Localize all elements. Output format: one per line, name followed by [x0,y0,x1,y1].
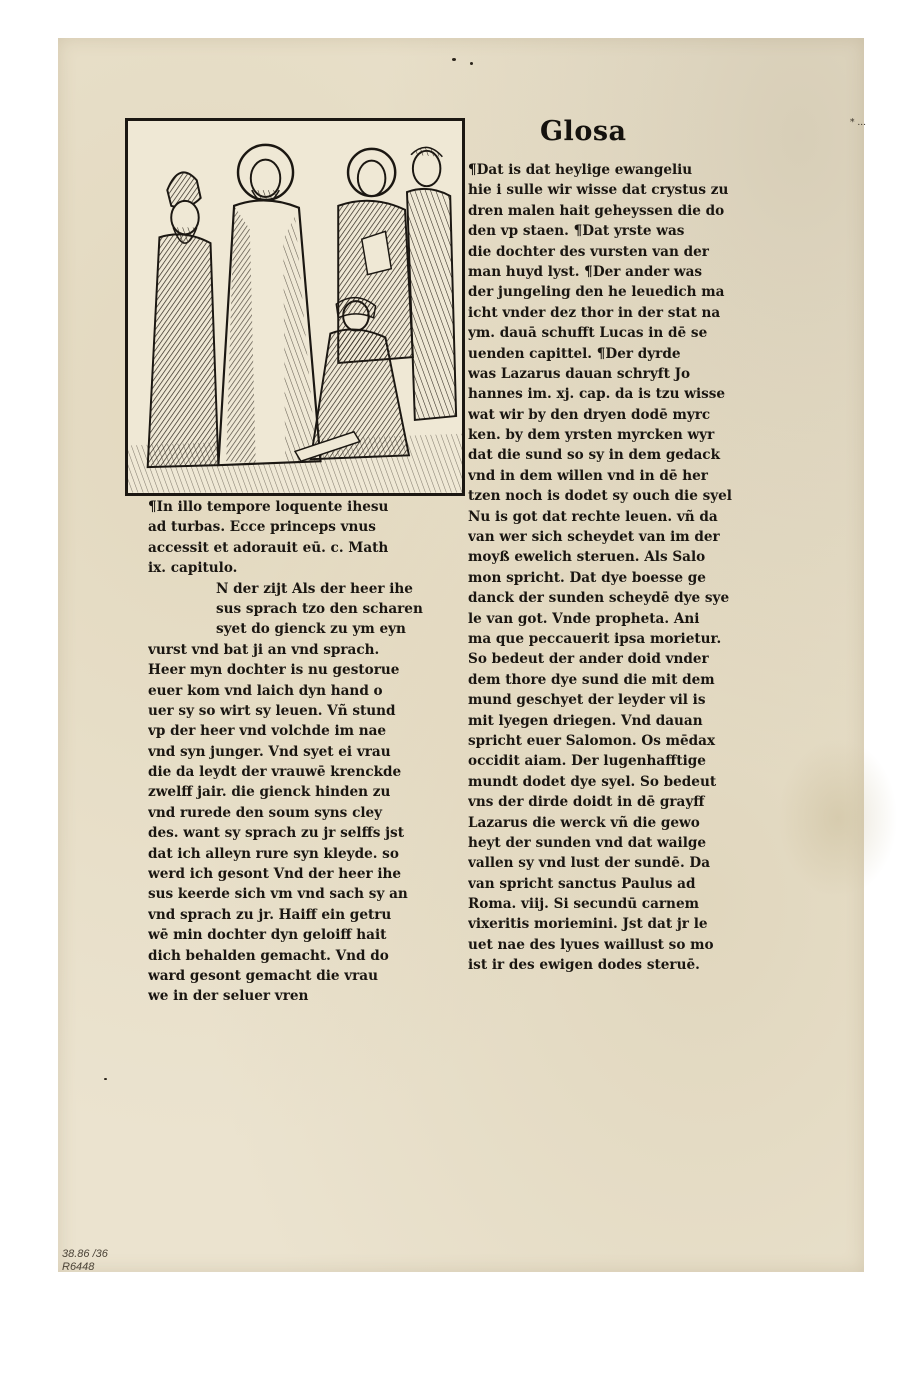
gospel-text-line: vnd syn junger. Vnd syet ei vrau [148,743,391,760]
gospel-text-line: werd ich gesont Vnd der heer ihe [148,866,402,883]
inventory-line-2: R6448 [62,1261,95,1273]
water-stain [778,738,898,898]
gospel-text-line: ¶In illo tempore loquente ihesu [148,499,389,515]
gloss-text-line: dem thore dye sund die mit dem [468,671,715,688]
gloss-text-line: Nu is got dat rechte leuen. vñ da [468,508,718,525]
gospel-text-line: ad turbas. Ecce princeps vnus [148,519,376,536]
gloss-text-line: Roma. viij. Si secundū carnem [468,896,699,913]
gospel-text-line: vp der heer vnd volchde im nae [148,723,387,740]
gloss-text-line: uenden capittel. ¶Der dyrde [468,345,681,362]
gospel-text-line: ix. capitulo. [148,560,238,577]
gloss-text-line: vnd in dem willen vnd in dē her [468,467,708,484]
gospel-text-line: sus keerde sich vm vnd sach sy an [148,886,408,903]
gloss-text-line: spricht euer Salomon. Os mēdax [468,732,716,749]
woodcut-figures-image [128,121,462,493]
gospel-text-line: syet do gienck zu ym eyn [216,621,406,638]
gospel-text-line: sus sprach tzo den scharen [216,600,423,617]
gloss-text-line: hie i sulle wir wisse dat crystus zu [468,182,729,199]
gloss-text-line: tzen noch is dodet sy ouch die syel [468,488,732,505]
gospel-text-line: vurst vnd bat ji an vnd sprach. [148,641,380,658]
inventory-number [62,1248,108,1274]
gospel-text-line: we in der seluer vren [148,988,309,1005]
gloss-text-line: occidit aiam. Der lugenhafftige [468,753,706,770]
gospel-text-line: zwelff jair. die gienck hinden zu [148,784,391,801]
gloss-text-line: uet nae des lyues waillust so mo [468,936,714,953]
gloss-text-line: So bedeut der ander doid vnder [468,651,709,668]
gloss-text-line: mit lyegen driegen. Vnd dauan [468,712,703,729]
gospel-text-line: die da leydt der vrauwē krenckde [148,764,402,781]
gospel-text-line: uer sy so wirt sy leuen. Vñ stund [148,702,396,719]
gloss-text-line: vns der dirde doidt in dē grayff [468,794,705,811]
gospel-text-line: euer kom vnd laich dyn hand o [148,682,383,699]
gospel-text-line: accessit et adorauit eū. c. Math [148,539,389,556]
gospel-text-line: Heer myn dochter is nu gestorue [148,662,400,679]
gloss-text-line: ma que peccauerit ipsa morietur. [468,630,722,647]
gloss-text-line: vixeritis moriemini. Jst dat jr le [468,916,708,933]
gloss-text-line: icht vnder dez thor in der stat na [468,304,721,321]
gloss-text-line: dren malen hait geheyssen die do [468,202,725,219]
gloss-text-line: ist ir des ewigen dodes steruē. [468,957,700,974]
gloss-text-line: ken. by dem yrsten myrcken wyr [468,427,715,444]
gospel-text-line: vnd sprach zu jr. Haiff ein getru [148,906,392,923]
gospel-text-line: dat ich alleyn rure syn kleyde. so [148,845,399,862]
gloss-text-line: van spricht sanctus Paulus ad [468,875,696,892]
gospel-text-line: dich behalden gemacht. Vnd do [148,947,389,964]
gloss-text-line: der jungeling den he leuedich ma [468,284,725,301]
paper-speck [104,1078,107,1080]
woodcut-illustration [125,118,465,496]
gloss-text-line: mundt dodet dye syel. So bedeut [468,773,717,790]
gospel-text-line: N der zijt Als der heer ihe [216,580,413,597]
gloss-text-line: ¶Dat is dat heylige ewangeliu [468,162,693,178]
gloss-text-line: die dochter des vursten van der [468,243,709,260]
heading-glosa: Glosa [540,116,627,147]
inventory-line-1: 38.86 /36 [62,1248,108,1260]
gospel-text-line: wē min dochter dyn geloiff hait [148,927,387,944]
gloss-text-line: was Lazarus dauan schryft Jo [468,365,691,382]
gloss-text-line: heyt der sunden vnd dat wailge [468,834,707,851]
gloss-text-line: le van got. Vnde propheta. Ani [468,610,700,627]
gospel-text-line: ward gesont gemacht die vrau [148,967,378,984]
gospel-text-line: des. want sy sprach zu jr selffs jst [148,825,404,842]
gloss-text-line: van wer sich scheydet van im der [468,529,720,546]
paper-speck [470,62,473,65]
gospel-text-line: vnd rurede den soum syns cley [148,804,383,821]
gloss-text-line: danck der sunden scheydē dye sye [468,590,730,607]
page-mark: * ... [850,118,866,128]
gloss-text-line: man huyd lyst. ¶Der ander was [468,263,703,280]
gloss-text-line: Lazarus die werck vñ die gewo [468,814,700,831]
gloss-text-line: moyß ewelich steruen. Als Salo [468,549,706,566]
gloss-text-line: mund geschyet der leyder vil is [468,692,706,709]
gloss-text-line: den vp staen. ¶Dat yrste was [468,223,685,240]
gloss-text-line: hannes im. xj. cap. da is tzu wisse [468,386,726,403]
gloss-text-line: dat die sund so sy in dem gedack [468,447,720,464]
gloss-text-line: vallen sy vnd lust der sundē. Da [468,855,710,872]
left-column-gospel [148,497,442,1007]
gloss-text-line: mon spricht. Dat dye boesse ge [468,569,706,586]
paper-speck [452,58,456,61]
gloss-text-line: wat wir by den dryen dodē myrc [468,406,711,423]
gloss-text-line: ym. dauā schufft Lucas in dē se [468,325,708,342]
right-column-gloss [468,160,750,976]
